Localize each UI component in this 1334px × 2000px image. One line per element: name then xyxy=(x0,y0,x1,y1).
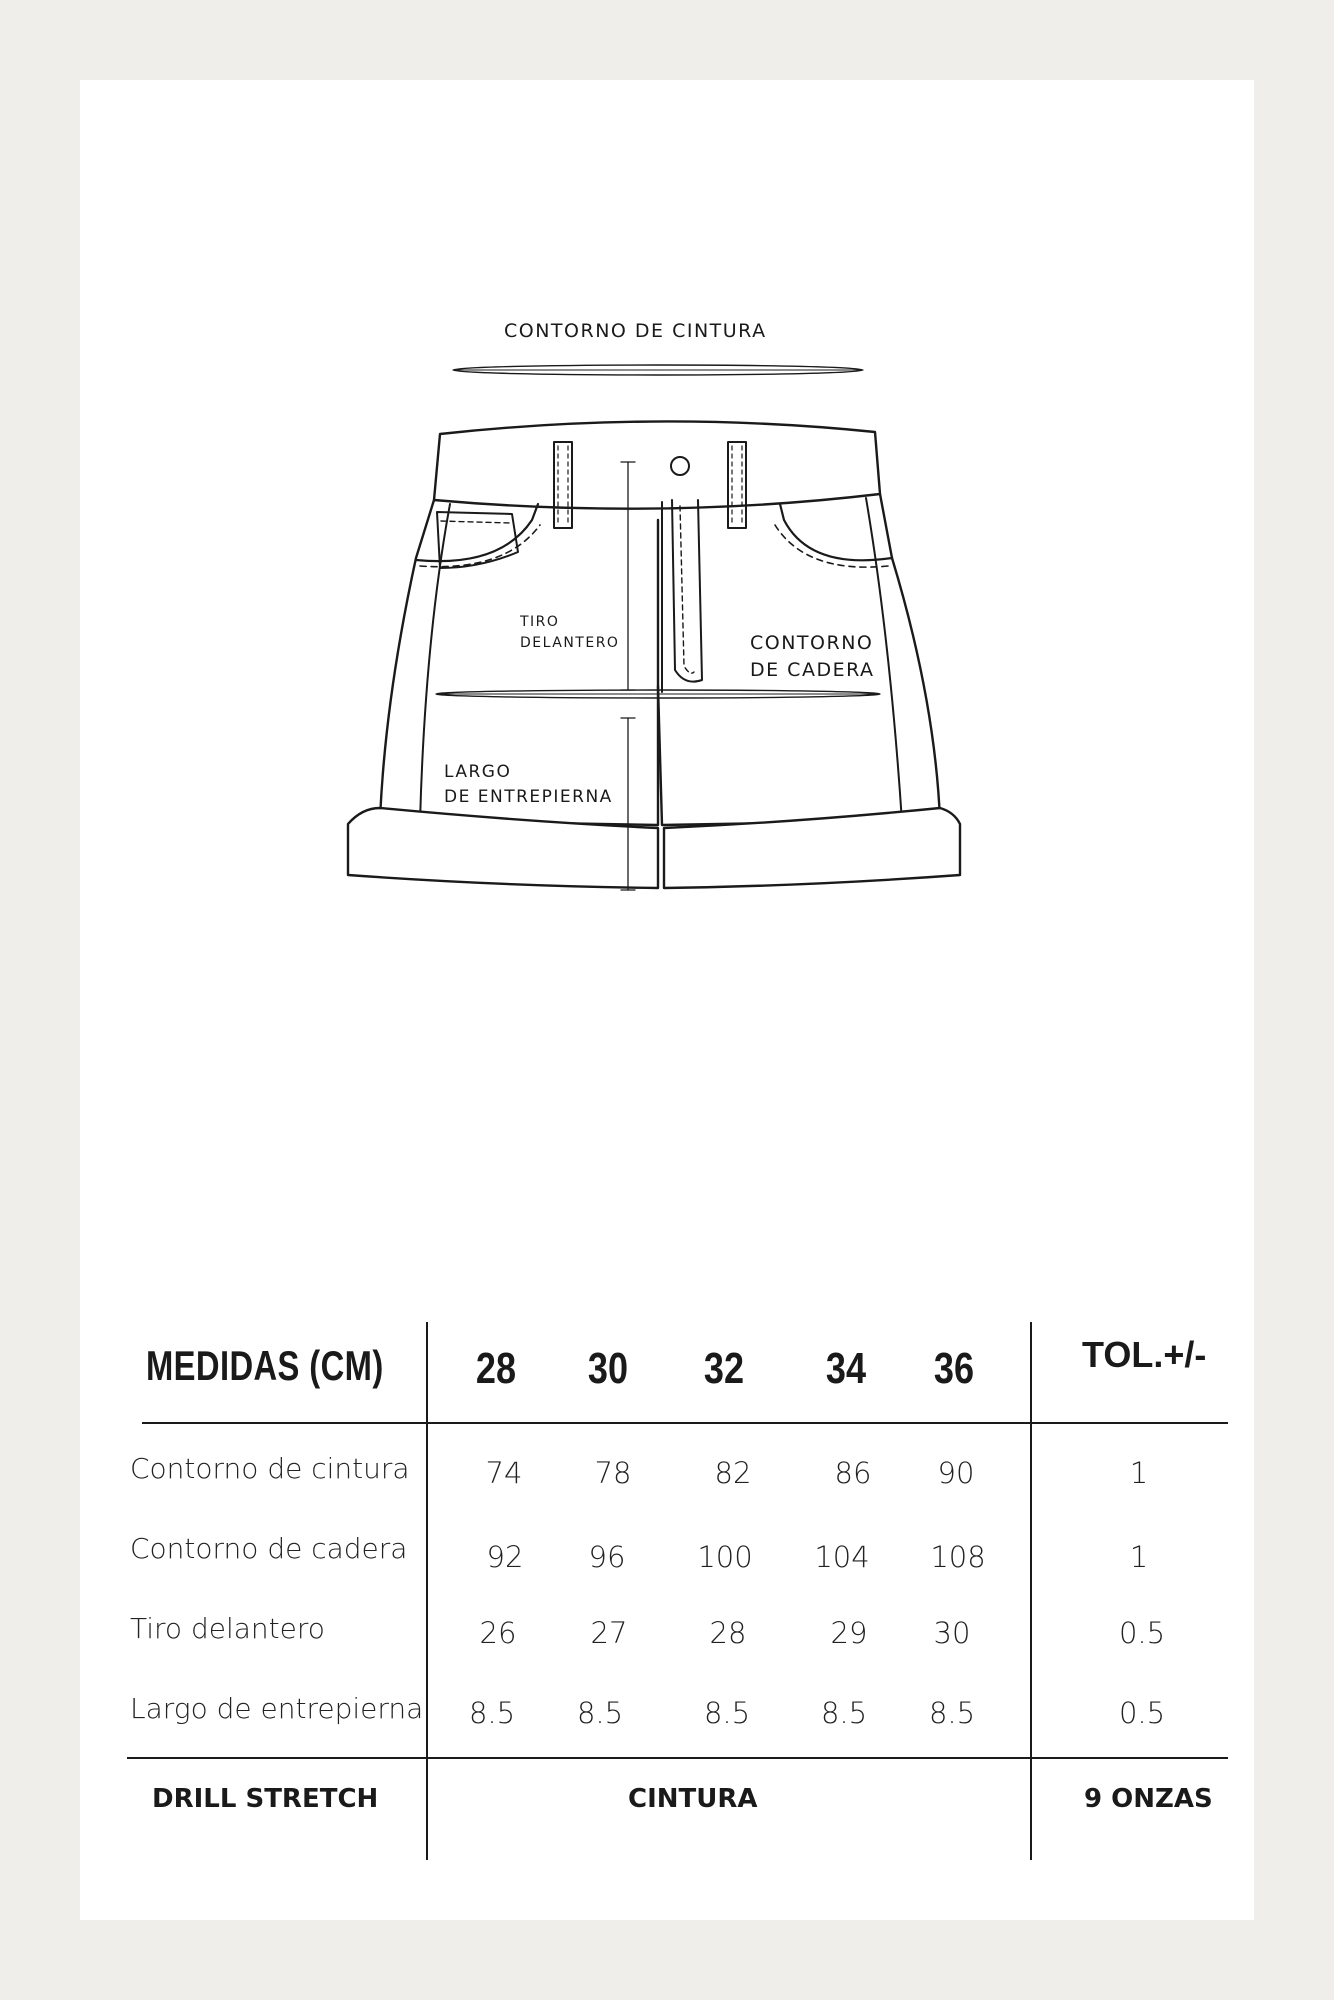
size-header-34: 34 xyxy=(825,1344,867,1393)
fabric-label: DRILL STRETCH xyxy=(152,1784,379,1814)
hip-label: CONTORNO DE CADERA xyxy=(750,632,875,681)
size-header-30: 30 xyxy=(587,1344,629,1393)
fit-label: CINTURA xyxy=(628,1784,758,1814)
right-cuff xyxy=(664,808,960,888)
row-label-waist: Contorno de cintura xyxy=(130,1452,410,1485)
table-cell: 30 xyxy=(933,1616,971,1650)
table-header-rule xyxy=(142,1422,1228,1424)
inseam-label: LARGO DE ENTREPIERNA xyxy=(444,762,613,807)
table-cell: 108 xyxy=(930,1540,986,1574)
waist-measure-line xyxy=(453,365,863,375)
table-cell: 74 xyxy=(485,1456,523,1490)
table-cell-tolerance: 0.5 xyxy=(1118,1696,1166,1730)
tolerance-header: TOL.+/- xyxy=(1082,1334,1207,1375)
table-cell-tolerance: 1 xyxy=(1129,1540,1149,1574)
table-cell: 82 xyxy=(714,1456,752,1490)
size-header-36: 36 xyxy=(933,1344,975,1393)
table-cell: 92 xyxy=(486,1540,524,1574)
row-label-hip: Contorno de cadera xyxy=(130,1532,408,1565)
table-cell: 8.5 xyxy=(468,1696,516,1730)
weight-label: 9 ONZAS xyxy=(1084,1784,1213,1814)
front-rise-dimension xyxy=(621,462,635,690)
table-divider-left xyxy=(426,1322,428,1860)
table-cell: 26 xyxy=(479,1616,517,1650)
table-cell: 104 xyxy=(814,1540,870,1574)
table-cell: 86 xyxy=(834,1456,872,1490)
table-cell: 28 xyxy=(709,1616,747,1650)
table-divider-right xyxy=(1030,1322,1032,1860)
table-cell-tolerance: 1 xyxy=(1129,1456,1149,1490)
size-header-32: 32 xyxy=(703,1344,745,1393)
left-cuff xyxy=(348,808,658,888)
belt-loop-left xyxy=(554,442,572,528)
table-cell-tolerance: 0.5 xyxy=(1118,1616,1166,1650)
table-header-label: MEDIDAS (CM) xyxy=(146,1342,384,1389)
table-cell: 8.5 xyxy=(928,1696,976,1730)
shorts-technical-drawing xyxy=(80,80,1254,1080)
table-cell: 8.5 xyxy=(576,1696,624,1730)
size-header-28: 28 xyxy=(475,1344,517,1393)
table-cell: 8.5 xyxy=(703,1696,751,1730)
table-cell: 8.5 xyxy=(820,1696,868,1730)
row-label-front-rise: Tiro delantero xyxy=(130,1612,325,1645)
table-cell: 78 xyxy=(594,1456,632,1490)
coin-pocket xyxy=(437,512,518,568)
table-cell: 29 xyxy=(830,1616,868,1650)
front-rise-label: TIRO DELANTERO xyxy=(520,614,620,651)
waist-label: CONTORNO DE CINTURA xyxy=(504,320,767,342)
table-cell: 90 xyxy=(937,1456,975,1490)
size-chart-sheet xyxy=(80,80,1254,1920)
button-icon xyxy=(671,457,689,475)
waistband xyxy=(434,421,880,508)
row-label-inseam: Largo de entrepierna xyxy=(130,1692,424,1725)
table-cell: 27 xyxy=(590,1616,628,1650)
table-cell: 96 xyxy=(588,1540,626,1574)
table-footer-rule xyxy=(127,1757,1228,1759)
table-cell: 100 xyxy=(697,1540,753,1574)
belt-loop-right xyxy=(728,442,746,528)
